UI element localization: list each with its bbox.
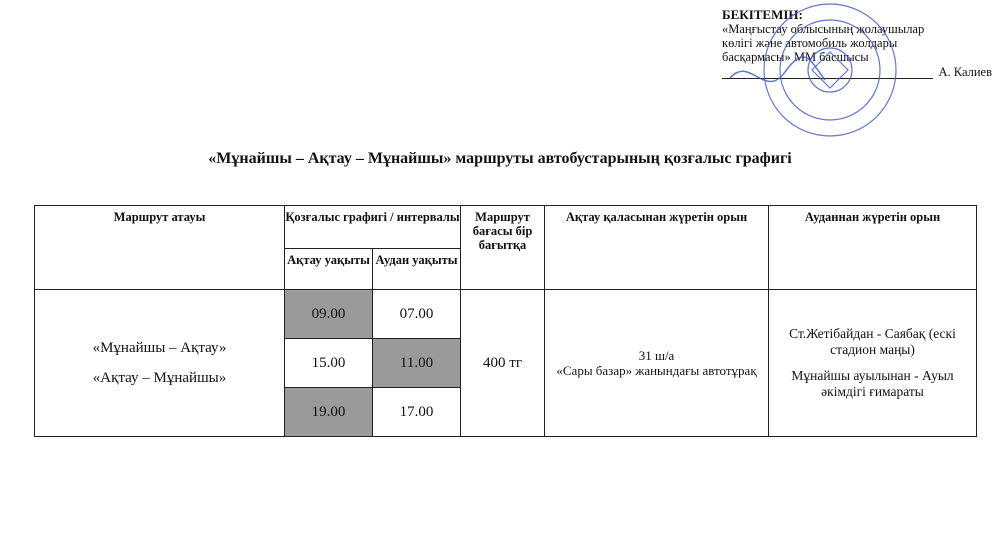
route-name: «Мұнайшы – Ақтау» (92, 340, 227, 356)
district-place-cell (769, 290, 977, 437)
document-title: «Мұнайшы – Ақтау – Мұнайшы» маршруты автобустарының қозғалыс графигі (208, 150, 792, 167)
approval-heading: БЕКІТЕМІН: (722, 7, 803, 22)
header-row (35, 206, 977, 249)
table-row (35, 290, 977, 339)
header-route-name: Маршрут атауы (35, 206, 285, 290)
approval-line-2: көлігі және автомобиль жолдары (722, 36, 898, 50)
approval-line-1: «Маңғыстау облысының жолаушылар (722, 22, 925, 36)
district-place-second: Мұнайшы ауылынан - Ауыл әкімдігі ғимараты (791, 368, 954, 399)
district-time-cell: 07.00 (373, 290, 461, 339)
price-cell: 400 тг (461, 290, 545, 437)
approval-block (722, 8, 992, 79)
route-names-cell (35, 290, 285, 437)
district-place-first: Ст.Жетібайдан - Саябақ (ескі стадион маңы) (789, 326, 956, 357)
aktau-time-cell: 15.00 (285, 339, 373, 388)
district-time-cell: 11.00 (373, 339, 461, 388)
aktau-time-cell: 09.00 (285, 290, 373, 339)
header-aktau-time: Ақтау уақыты (285, 249, 373, 290)
signer-name: А. Калиев (938, 65, 992, 79)
header-price: Маршрут бағасы бір бағытқа (461, 206, 545, 290)
aktau-place-cell (545, 290, 769, 437)
approval-line-3: басқармасы» ММ басшысы (722, 50, 869, 64)
route-name: «Ақтау – Мұнайшы» (92, 370, 227, 386)
signature-line (722, 65, 992, 79)
header-schedule: Қозғалыс графигі / интервалы (285, 206, 461, 249)
schedule-table (34, 205, 977, 437)
header-aktau-place: Ақтау қаласынан жүретін орын (545, 206, 769, 290)
signature-underline (722, 66, 933, 79)
aktau-place-line-1: 31 ш/а (638, 348, 675, 363)
aktau-place-line-2: «Сары базар» жанындағы автотұрақ (556, 363, 757, 378)
district-time-cell: 17.00 (373, 388, 461, 437)
aktau-time-cell: 19.00 (285, 388, 373, 437)
header-district-place: Ауданнан жүретін орын (769, 206, 977, 290)
header-district-time: Аудан уақыты (373, 249, 461, 290)
